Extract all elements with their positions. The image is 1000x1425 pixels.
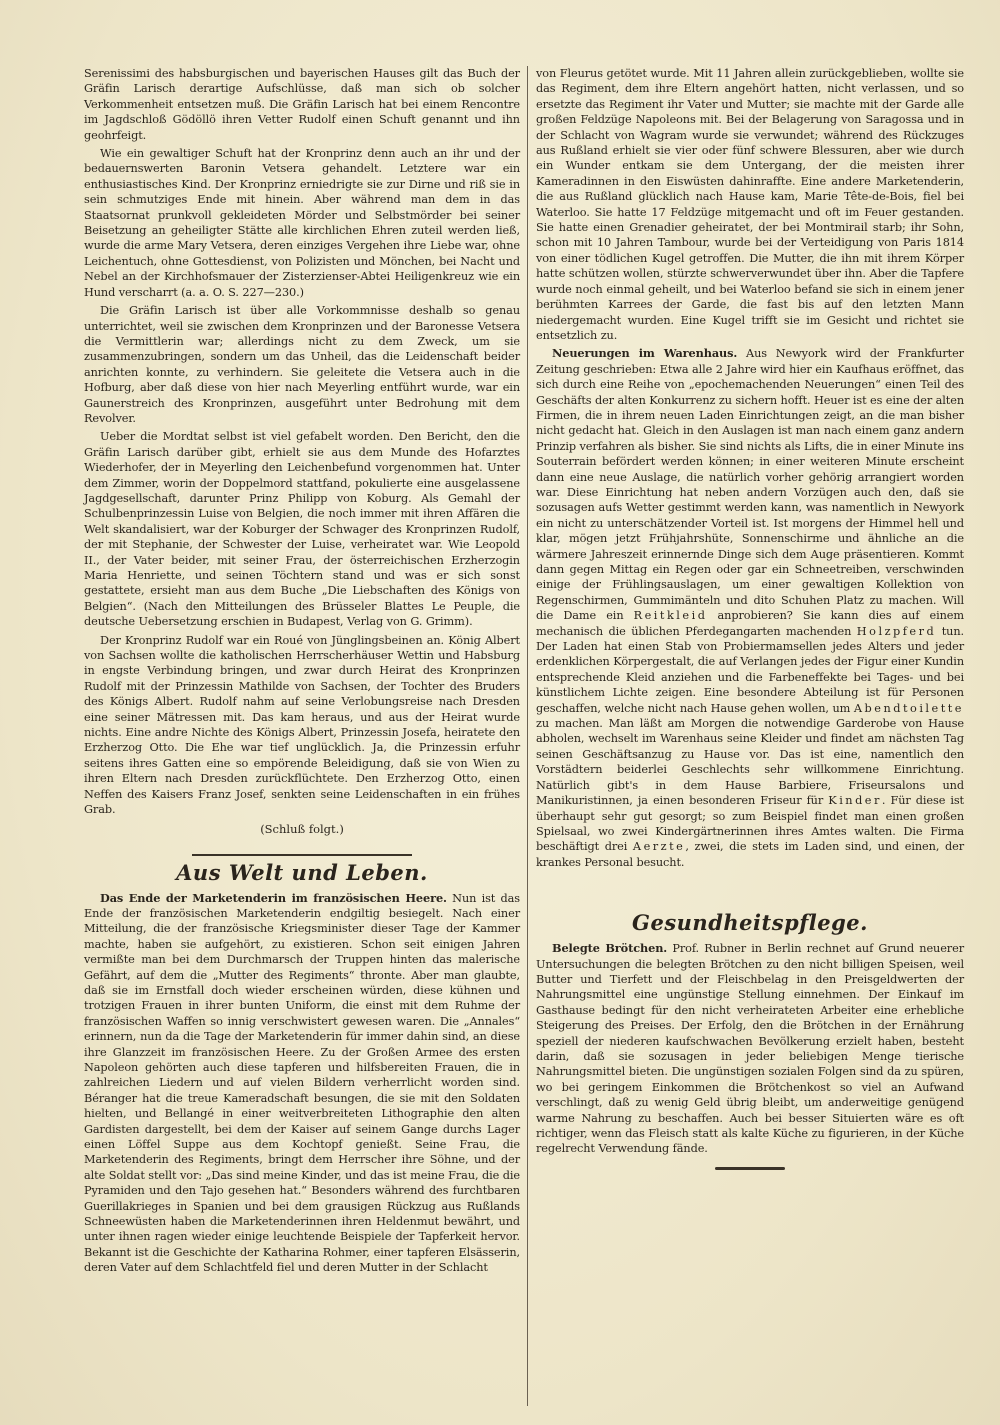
paragraph: Serenissimi des habsburgischen und bayerischen Hauses gilt das Buch der Gräfin Larisch derartige Aufschlüsse, daß man sich ob solcher Verkommenheit entsetzen muß. Die Gräfin Larisch hat bei einem Rencontre im Jagdschloß Gödöllö ihren Vetter Rudolf einen Schuft genannt und ihn geohrfeigt. xyxy=(84,67,520,142)
paragraph: von Fleurus getötet wurde. Mit 11 Jahren allein zurückgeblieben, wollte sie das Regiment, dem ihre Eltern angehört hatten, nicht verlassen, und so ersetzte das Regiment ihr Vater und Mutter; sie machte mit der Garde alle großen Feldzüge Napoleons mit. Bei der Belagerung von Saragossa und in der Schlacht von Wagram wurde sie verwundet; während des Rückzuges aus Rußland erhielt sie vier oder fünf schwere Blessuren, aber wie durch ein Wunder entkam sie dem Untergang, der die meisten ihrer Kameradinnen in den Eiswüsten dahinraffte. Eine andere Marketenderin, die aus Rußland glücklich nach Hause kam, Marie Tête-de-Bois, fiel bei Waterloo. Sie hatte 17 Feldzüge mitgemacht und oft im Feuer gestanden. Sie hatte einen Grenadier geheiratet, der bei Montmirail starb; ihr Sohn, schon mit 10 Jahren Tambour, wurde bei der Verteidigung von Paris 1814 von einer tödlichen Kugel getroffen. Die Mutter, die ihn mit ihrem Körper hatte schützen wollen, stürzte schwerverwundet über ihn. Aber die Tapfere wurde noch einmal geheilt, und bei Waterloo befand sie sich in einem jener berühmten Karrees der Garde, die fast bis auf den letzten Mann niedergemacht wurden. Eine Kugel trifft sie im Gesicht und richtet sie entsetzlich zu. xyxy=(536,67,964,342)
continuation-note: (Schluß folgt.) xyxy=(260,821,344,836)
article-body: . Für diese ist überhaupt sehr gut gesorgt; so zum Beispiel findet man einen großen Spielsaal, wo zwei Kindergärtnerinnen ihres Amtes walten. Die Firma beschäftigt drei xyxy=(536,794,964,854)
article-body: anprobieren? Sie kann dies auf einem mechanisch die üblichen Pferdegangarten machenden xyxy=(536,609,964,638)
article-paragraph xyxy=(84,891,520,1276)
section-title: Aus Welt und Leben. xyxy=(176,859,428,885)
left-column xyxy=(84,66,520,1276)
article-paragraph xyxy=(536,941,964,1157)
end-ornament xyxy=(715,1167,785,1170)
section-rule xyxy=(192,854,412,856)
spaced-word: Holzpferd xyxy=(856,624,937,638)
paragraph: Der Kronprinz Rudolf war ein Roué von Jünglingsbeinen an. König Albert von Sachsen wollte die katholischen Herrscherhäuser Wettin und Habsburg in engste Verbindung bringen, und zwar durch Heirat des Kronprinzen Rudolf mit der Prinzessin Mathilde von Sachsen, der Tochter des Bruders des Königs Albert. Rudolf nahm auf seine Verlobungsreise nach Dresden eine seiner Mätressen mit. Das kam heraus, und aus der Heirat wurde nichts. Eine andre Nichte des Königs Albert, Prinzessin Josefa, heiratete den Erzherzog Otto. Die Ehe war tief unglücklich. Ja, die Prinzessin erfuhr seitens ihres Gatten eine so empörende Beleidigung, daß sie von Wien zu ihren Eltern nach Dresden zurückflüchtete. Den Erzherzog Otto, einen Neffen des Kaisers Franz Josef, senkten seine Leidenschaften in ein frühes Grab. xyxy=(84,633,520,817)
section-title: Gesundheitspflege. xyxy=(632,910,868,936)
article-body: tun. Der Laden hat einen Stab von Probiermamsellen jedes Alters und jeder erdenklichen Körpergestalt, die auf Verlangen jedes der Figur einer Kundin entsprechende Kleid anziehen und die Farbeneffekte bei Tages- und bei künstlichem Lichte zeigen. Eine besondere Abteilung ist für Personen geschaffen, welche nicht nach Hause gehen wollen, um xyxy=(536,624,964,715)
article-lead: Neuerungen im Warenhaus. xyxy=(552,346,738,361)
article-body: Nun ist das Ende der französischen Marketenderin endgiltig besiegelt. Nach einer Mitteilung, die der französische Kriegsminister dieser Tage der Kammer machte, haben sie aufgehört, zu existieren. Schon seit einigen Jahren vermißte man bei dem Durchmarsch der Truppen hinten das malerische Gefährt, auf dem die „Mutter des Regiments“ thronte. Aber man glaubte, daß sie im Ernstfall doch wieder erscheinen würden, diese kühnen und trotzigen Frauen in ihrer bunten Uniform, die einst mit dem Ruhme der französischen Waffen so innig verschwistert gewesen waren. Die „Annales“ erinnern, nun da die Tage der Marketenderin für immer dahin sind, an diese ihre Glanzzeit im französischen Heere. Zu der Großen Armee des ersten Napoleon gehörten auch diese tapferen und hilfsbereiten Frauen, die in zahlreichen Liedern und auf vielen Bildern verherrlicht worden sind. Béranger hat die treue Kameradschaft besungen, die sie mit den Soldaten hielten, und Bellangé in einer weitverbreiteten Lithographie den alten Gardisten dargestellt, bei dem der Kaiser auf seinem Gange durchs Lager einen Löffel Suppe aus dem Kochtopf genießt. Seine Frau, die Marketenderin des Regiments, bringt dem Herrscher ihre Söhne, und der alte Soldat stellt vor: „Das sind meine Kinder, und das ist meine Frau, die die Pyramiden und den Tajo gesehen hat.“ Besonders während des furchtbaren Guerillakrieges in Spanien und bei dem grausigen Rückzug aus Rußlands Schneewüsten haben die Marketenderinnen ihren Heldenmut bewährt, und unter ihnen ragen wieder einige leuchtende Beispiele der Tapferkeit hervor. Bekannt ist die Geschichte der Katharina Rohmer, einer tapferen Elsässerin, deren Vater auf dem Schlachtfeld fiel und deren Mutter in der Schlacht xyxy=(84,891,520,1275)
article-paragraph xyxy=(536,346,964,870)
spaced-word: Aerzte xyxy=(632,840,686,854)
spaced-word: Kinder xyxy=(828,794,882,808)
article-body: zu machen. Man läßt am Morgen die notwendige Garderobe von Hause abholen, wechselt im Warenhaus seine Kleider und findet am nächsten Tag seinen Geschäftsanzug zu Hause vor. Das ist eine, namentlich den Vorstädtern beiderlei Geschlechts sehr willkommene Einrichtung. Natürlich gibt's in dem Hause Barbiere, Friseursalons und Manikuristinnen, ja einen besonderen Friseur für xyxy=(536,717,964,808)
paragraph: Die Gräfin Larisch ist über alle Vorkommnisse deshalb so genau unterrichtet, weil sie zwischen dem Kronprinzen und der Baronesse Vetsera die Vermittlerin war; allerdings nicht zu dem Zweck, um sie zusammenzubringen, sondern um das Unheil, das die Leidenschaft beider anrichten konnte, zu verhindern. Sie geleitete die Vetsera auch in die Hofburg, aber daß diese von hier nach Meyerling entführt wurde, war ein Gaunerstreich des Kronprinzen, ausgeführt unter Bedrohung mit dem Revolver. xyxy=(84,304,520,425)
right-column xyxy=(536,66,964,1170)
article-lead: Das Ende der Marketenderin im französischen Heere. xyxy=(100,890,447,905)
article-body: Aus Newyork wird der Frankfurter Zeitung geschrieben: Etwa alle 2 Jahre wird hier ein Kaufhaus eröffnet, das sich durch eine Reihe von „epochemachenden Neuerungen“ einen Teil des Geschäfts der alten Konkurrenz zu sichern hofft. Heuer ist es eine der alten Firmen, die in ihrem neuen Laden Einrichtungen zeigt, an die man bisher nicht gedacht hat. Gleich in den Auslagen ist man nach einem ganz andern Prinzip verfahren als bisher. Sie sind nichts als Lifts, die in einer Minute ins Souterrain befördert werden können; in einer weiteren Minute erscheint dann eine neue Auslage, die natürlich vorher gehörig arrangiert worden war. Diese Einrichtung hat neben andern Vorzügen auch den, daß sie sozusagen aufs Wetter gestimmt werden kann, was namentlich in Newyork ein nicht zu unterschätzender Vorteil ist. Ist morgens der Himmel hell und klar, mögen jetzt Frühjahrshüte, Sonnenschirme und ähnliche an die wärmere Jahreszeit erinnernde Dinge sich dem Auge präsentieren. Kommt dann gegen Mittag ein Regen oder gar ein Schneetreiben, verschwinden einige der Frühlingsauslagen, um einer gewaltigen Kollektion von Regenschirmen, Gummimänteln und dito Schuhen Platz zu machen. Will die Dame ein xyxy=(536,347,964,623)
column-divider xyxy=(527,66,528,1406)
article-body: , zwei, die stets im Laden sind, und einen, der krankes Personal besucht. xyxy=(536,840,964,869)
spaced-word: Reitkleid xyxy=(633,609,708,623)
paragraph: Wie ein gewaltiger Schuft hat der Kronprinz denn auch an ihr und der bedauernswerten Baronin Vetsera gehandelt. Letztere war ein enthusiastisches Kind. Der Kronprinz erniedrigte sie zur Dirne und riß sie in sein schmutziges Ende mit hinein. Aber während man dem in das Staatsornat prunkvoll gekleideten Mörder und Selbstmörder bei seiner Beisetzung an geheiligter Stätte alle kirchlichen Ehren zuteil werden ließ, wurde die arme Mary Vetsera, deren einziges Vergehen ihre Liebe war, ohne Leichentuch, ohne Gottesdienst, von Polizisten und Mönchen, bei Nacht und Nebel an der Kirchhofsmauer der Zisterzienser-Abtei Heiligenkreuz wie ein Hund verscharrt (a. a. O. S. 227—230.) xyxy=(84,147,520,299)
paragraph: Ueber die Mordtat selbst ist viel gefabelt worden. Den Bericht, den die Gräfin Larisch darüber gibt, erhielt sie aus dem Munde des Hofarztes Wiederhofer, der in Meyerling den Leichenbefund vorgenommen hat. Unter dem Zimmer, worin der Doppelmord stattfand, pokulierte eine ausgelassene Jagdgesellschaft, darunter Prinz Philipp von Koburg. Als Gemahl der Schulbenprinzessin Luise von Belgien, die noch immer mit ihren Affären die Welt skandalisiert, war der Koburger der Schwager des Kronprinzen Rudolf, der mit Stephanie, der Schwester der Luise, verheiratet war. Wie Leopold II., der Vater beider, mit seiner Frau, der österreichischen Erzherzogin Maria Henriette, und seinen Töchtern stand und was er sich sonst gestattete, ersieht man aus dem Buche „Die Liebschaften des Königs von Belgien“. (Nach den Mitteilungen des Brüsseler Blattes Le Peuple, die deutsche Uebersetzung erschien in Budapest, Verlag von G. Grimm). xyxy=(84,430,520,629)
article-lead: Belegte Brötchen. xyxy=(552,941,668,956)
article-body: Prof. Rubner in Berlin rechnet auf Grund neuerer Untersuchungen die belegten Brötchen zu den nicht billigen Speisen, weil Butter und Tierfett und der Fleischbelag in den Preisgeldwerten der Nahrungsmittel eine ungünstige Stellung einnehmen. Der Einkauf im Gasthause bedingt für den nicht verheirateten Arbeiter eine erhebliche Steigerung des Preises. Der Erfolg, den die Brötchen in der Ernährung speziell der niederen kaufschwachen Bevölkerung erzielt haben, besteht darin, daß sie sozusagen in jeder beliebigen Menge tierische Nahrungsmittel bieten. Die ungünstigen sozialen Folgen sind da zu spüren, wo bei geringem Einkommen die Brötchenkost so viel an Aufwand verschlingt, daß zu wenig Geld übrig bleibt, um anderweitige genügend warme Nahrung zu beschaffen. Auch bei besser Situierten wäre es oft richtiger, wenn das Fleisch statt als kalte Küche zu figurieren, in der Küche regelrecht Verwendung fände. xyxy=(536,942,964,1156)
spaced-word: Abendtoilette xyxy=(853,701,964,715)
